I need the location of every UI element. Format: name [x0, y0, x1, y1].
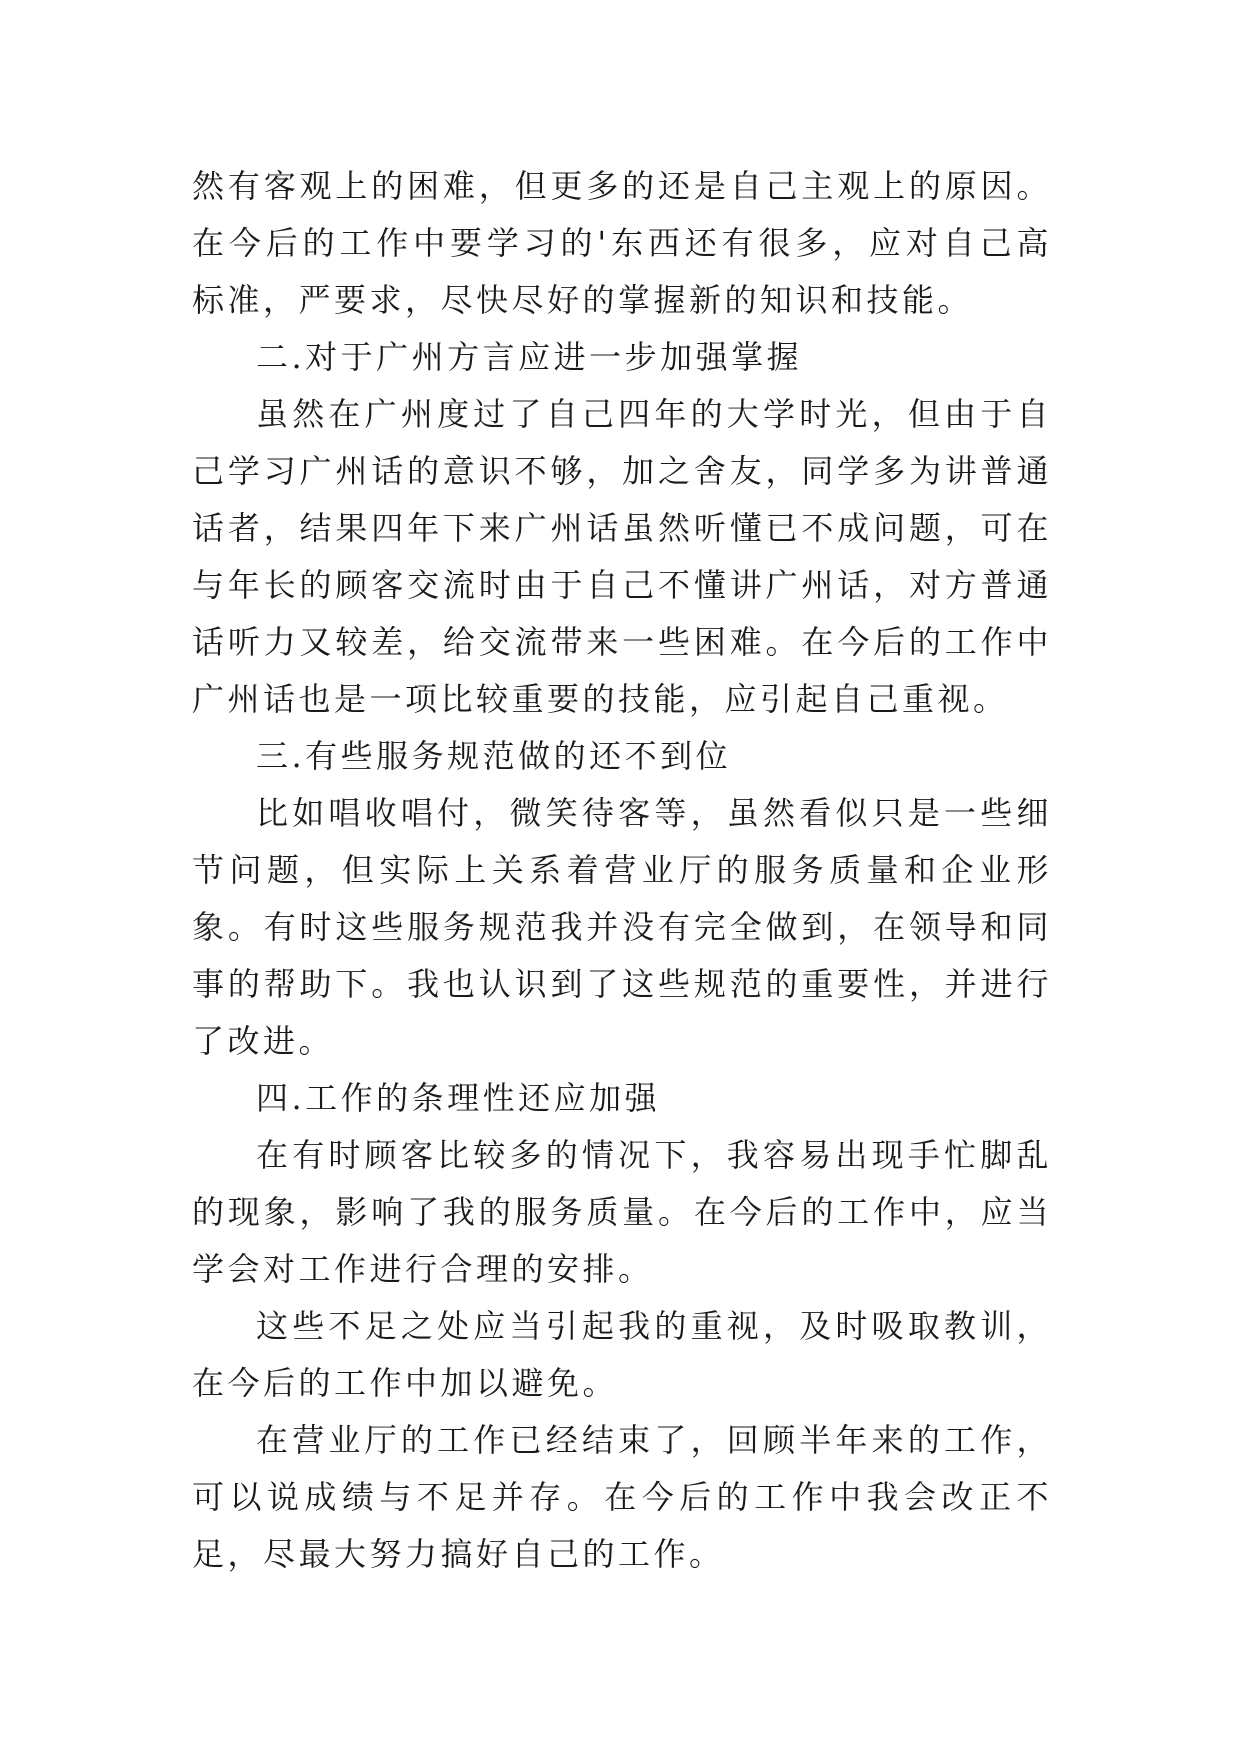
section-heading-4: 四.工作的条理性还应加强 [256, 1079, 661, 1117]
section-heading-2: 二.对于广州方言应进一步加强掌握 [256, 338, 803, 376]
paragraph-continuation: 然有客观上的困难，但更多的还是自己主观上的原因。在今后的工作中要学习的'东西还有很多，应对自己高标准，严要求，尽快尽好的掌握新的知识和技能。 [192, 167, 1052, 319]
paragraph-lessons: 这些不足之处应当引起我的重视，及时吸取教训，在今后的工作中加以避免。 [192, 1307, 1052, 1402]
paragraph-service-standards: 比如唱收唱付，微笑待客等，虽然看似只是一些细节问题，但实际上关系着营业厅的服务质量和企业形象。有时这些服务规范我并没有完全做到，在领导和同事的帮助下。我也认识到了这些规范的重要性，并进行了改进。 [192, 794, 1052, 1060]
paragraph-cantonese: 虽然在广州度过了自己四年的大学时光，但由于自己学习广州话的意识不够，加之舍友，同学多为讲普通话者，结果四年下来广州话虽然听懂已不成问题，可在与年长的顾客交流时由于自己不懂讲广州话，对方普通话听力又较差，给交流带来一些困难。在今后的工作中广州话也是一项比较重要的技能，应引起自己重视。 [192, 395, 1052, 718]
document-body [192, 158, 1052, 1583]
paragraph-conclusion: 在营业厅的工作已经结束了，回顾半年来的工作，可以说成绩与不足并存。在今后的工作中我会改正不足，尽最大努力搞好自己的工作。 [192, 1421, 1052, 1573]
section-heading-3: 三.有些服务规范做的还不到位 [256, 737, 732, 775]
paragraph-organization: 在有时顾客比较多的情况下，我容易出现手忙脚乱的现象，影响了我的服务质量。在今后的工作中，应当学会对工作进行合理的安排。 [192, 1136, 1052, 1288]
